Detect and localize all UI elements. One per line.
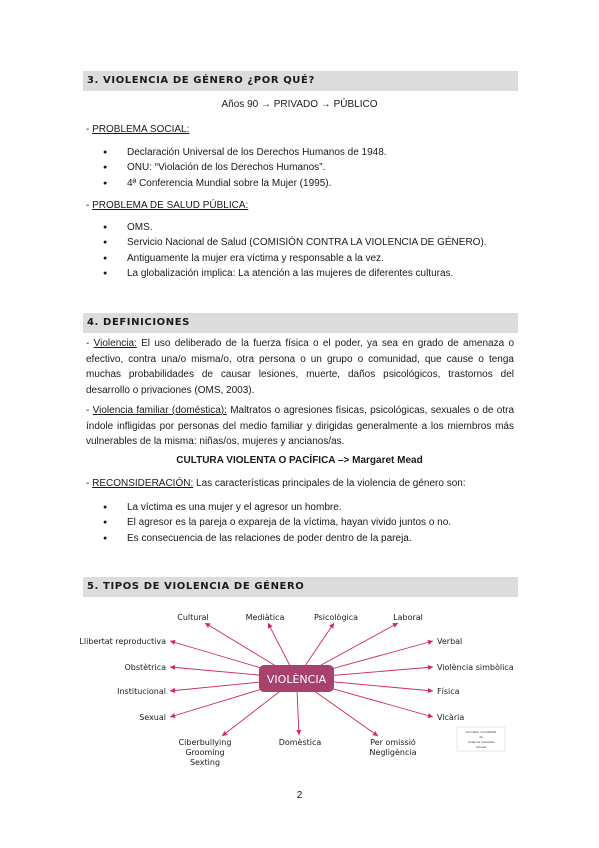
page-number: 2: [296, 790, 303, 801]
spoke-institucional-arrowhead: [170, 688, 175, 693]
source-note-line: de: [479, 735, 483, 739]
label-violencia-simbolica: Violència simbòlica: [437, 663, 514, 672]
spoke-obstetrica-arrowhead: [170, 665, 175, 670]
spoke-verbal-arrowhead: [427, 640, 433, 645]
label-institucional: Institucional: [117, 687, 166, 696]
center-label: VIOLÈNCIA: [266, 673, 327, 686]
spoke-ciberbullying-arrowhead: [222, 731, 228, 736]
list-item: ● OMS.: [99, 222, 487, 237]
spoke-domestica-arrowhead: [296, 730, 301, 735]
label-ciberbullying: Ciberbullying: [178, 738, 232, 747]
label-sexual: Sexual: [139, 713, 166, 722]
list-item: ● Servicio Nacional de Salud (COMISIÓN CONTRA LA VIOLENCIA DE GÉNERO).: [99, 237, 487, 252]
label-vicaria: Vicària: [437, 713, 465, 722]
list-item: ● Antiguamente la mujer era víctima y responsable a la vez.: [99, 253, 487, 268]
health-problem-label: - PROBLEMA DE SALUD PÚBLICA:: [86, 200, 249, 211]
label-mediatica: Mediàtica: [245, 613, 285, 622]
social-problem-label: - PROBLEMA SOCIAL:: [86, 124, 190, 135]
diagram-center: [259, 665, 334, 692]
label-per-omissio: Per omissió: [370, 738, 416, 747]
spoke-sexual-arrowhead: [170, 713, 176, 718]
spoke-fisica-arrowhead: [428, 688, 433, 693]
spoke-per-omissio-arrowhead: [372, 731, 378, 736]
label-domestica: Domèstica: [278, 738, 322, 747]
label-laboral: Laboral: [393, 613, 423, 622]
label-sexting: Sexting: [189, 758, 221, 767]
label-psicologica: Psicològica: [313, 613, 359, 622]
section-5-heading: 5. TIPOS DE VIOLENCIA DE GÉNERO: [83, 577, 518, 597]
label-negligencia: Negligència: [369, 748, 417, 757]
list-item: ● La globalización implica: La atención a las mujeres de diferentes culturas.: [99, 268, 487, 283]
label-verbal: Verbal: [437, 637, 463, 646]
source-note-box: [457, 727, 505, 751]
label-grooming: Grooming: [185, 748, 225, 757]
section-3-heading: 3. VIOLENCIA DE GÉNERO ¿POR QUÉ?: [83, 71, 518, 91]
spoke-psicologica-arrowhead: [329, 623, 334, 629]
violencia-familiar-definition: - Violencia familiar (doméstica): Maltratos o agresiones físicas, psicológicas, sexuales o de otra índole infligidas por personas del medio familiar y dirigidas generalmente a los miembros más vulnerables de la misma: niñas/os, mujeres y ancianos/as.: [86, 405, 515, 448]
spoke-violencia-simbolica-arrowhead: [428, 665, 433, 670]
list-item: ● 4ª Conferencia Mundial sobre la Mujer (1995).: [99, 178, 387, 193]
section-4-heading: 4. DEFINICIONES: [83, 313, 518, 333]
cultura-line: CULTURA VIOLENTA O PACÍFICA –> Margaret Mead: [176, 455, 423, 466]
list-item: ● Es consecuencia de las relaciones de poder dentro de la pareja.: [99, 533, 451, 548]
source-note-line: actuals: [475, 745, 487, 749]
list-item: ● ONU: “Violación de los Derechos Humanos”.: [99, 162, 387, 177]
spoke-llibertat-reproductiva-arrowhead: [170, 640, 176, 645]
label-cultural: Cultural: [177, 613, 209, 622]
source-note-line: Concepte i modalitats: [465, 730, 497, 734]
label-obstetrica: Obstètrica: [124, 663, 166, 672]
list-item: ● El agresor es la pareja o expareja de la víctima, hayan vivido juntos o no.: [99, 517, 451, 532]
reconsideracion-line: - RECONSIDERACIÓN: Las características principales de la violencia de género son:: [86, 478, 466, 489]
label-llibertat-reproductiva: Llibertat reproductiva: [79, 637, 166, 646]
label-fisica: Física: [437, 687, 460, 696]
spoke-vicaria-arrowhead: [427, 713, 433, 718]
list-item: ● Declaración Universal de los Derechos Humanos de 1948.: [99, 147, 387, 162]
violencia-definition: - Violencia: El uso deliberado de la fuerza física o el poder, ya sea en grado de amenaza o efectivo, contra una/o misma/o, otra persona o un grupo o comunidad, que cause o tenga muchas probabilidades de causar lesiones, muerte, daños psicológicos, trastornos del desarrollo o privaciones (OMS, 2003).: [86, 338, 515, 396]
list-item: ● La víctima es una mujer y el agresor un hombre.: [99, 502, 451, 517]
section-3-subtitle: Años 90 → PRIVADO → PÚBLICO: [221, 99, 378, 110]
source-note-line: violència masclista: [467, 740, 495, 744]
